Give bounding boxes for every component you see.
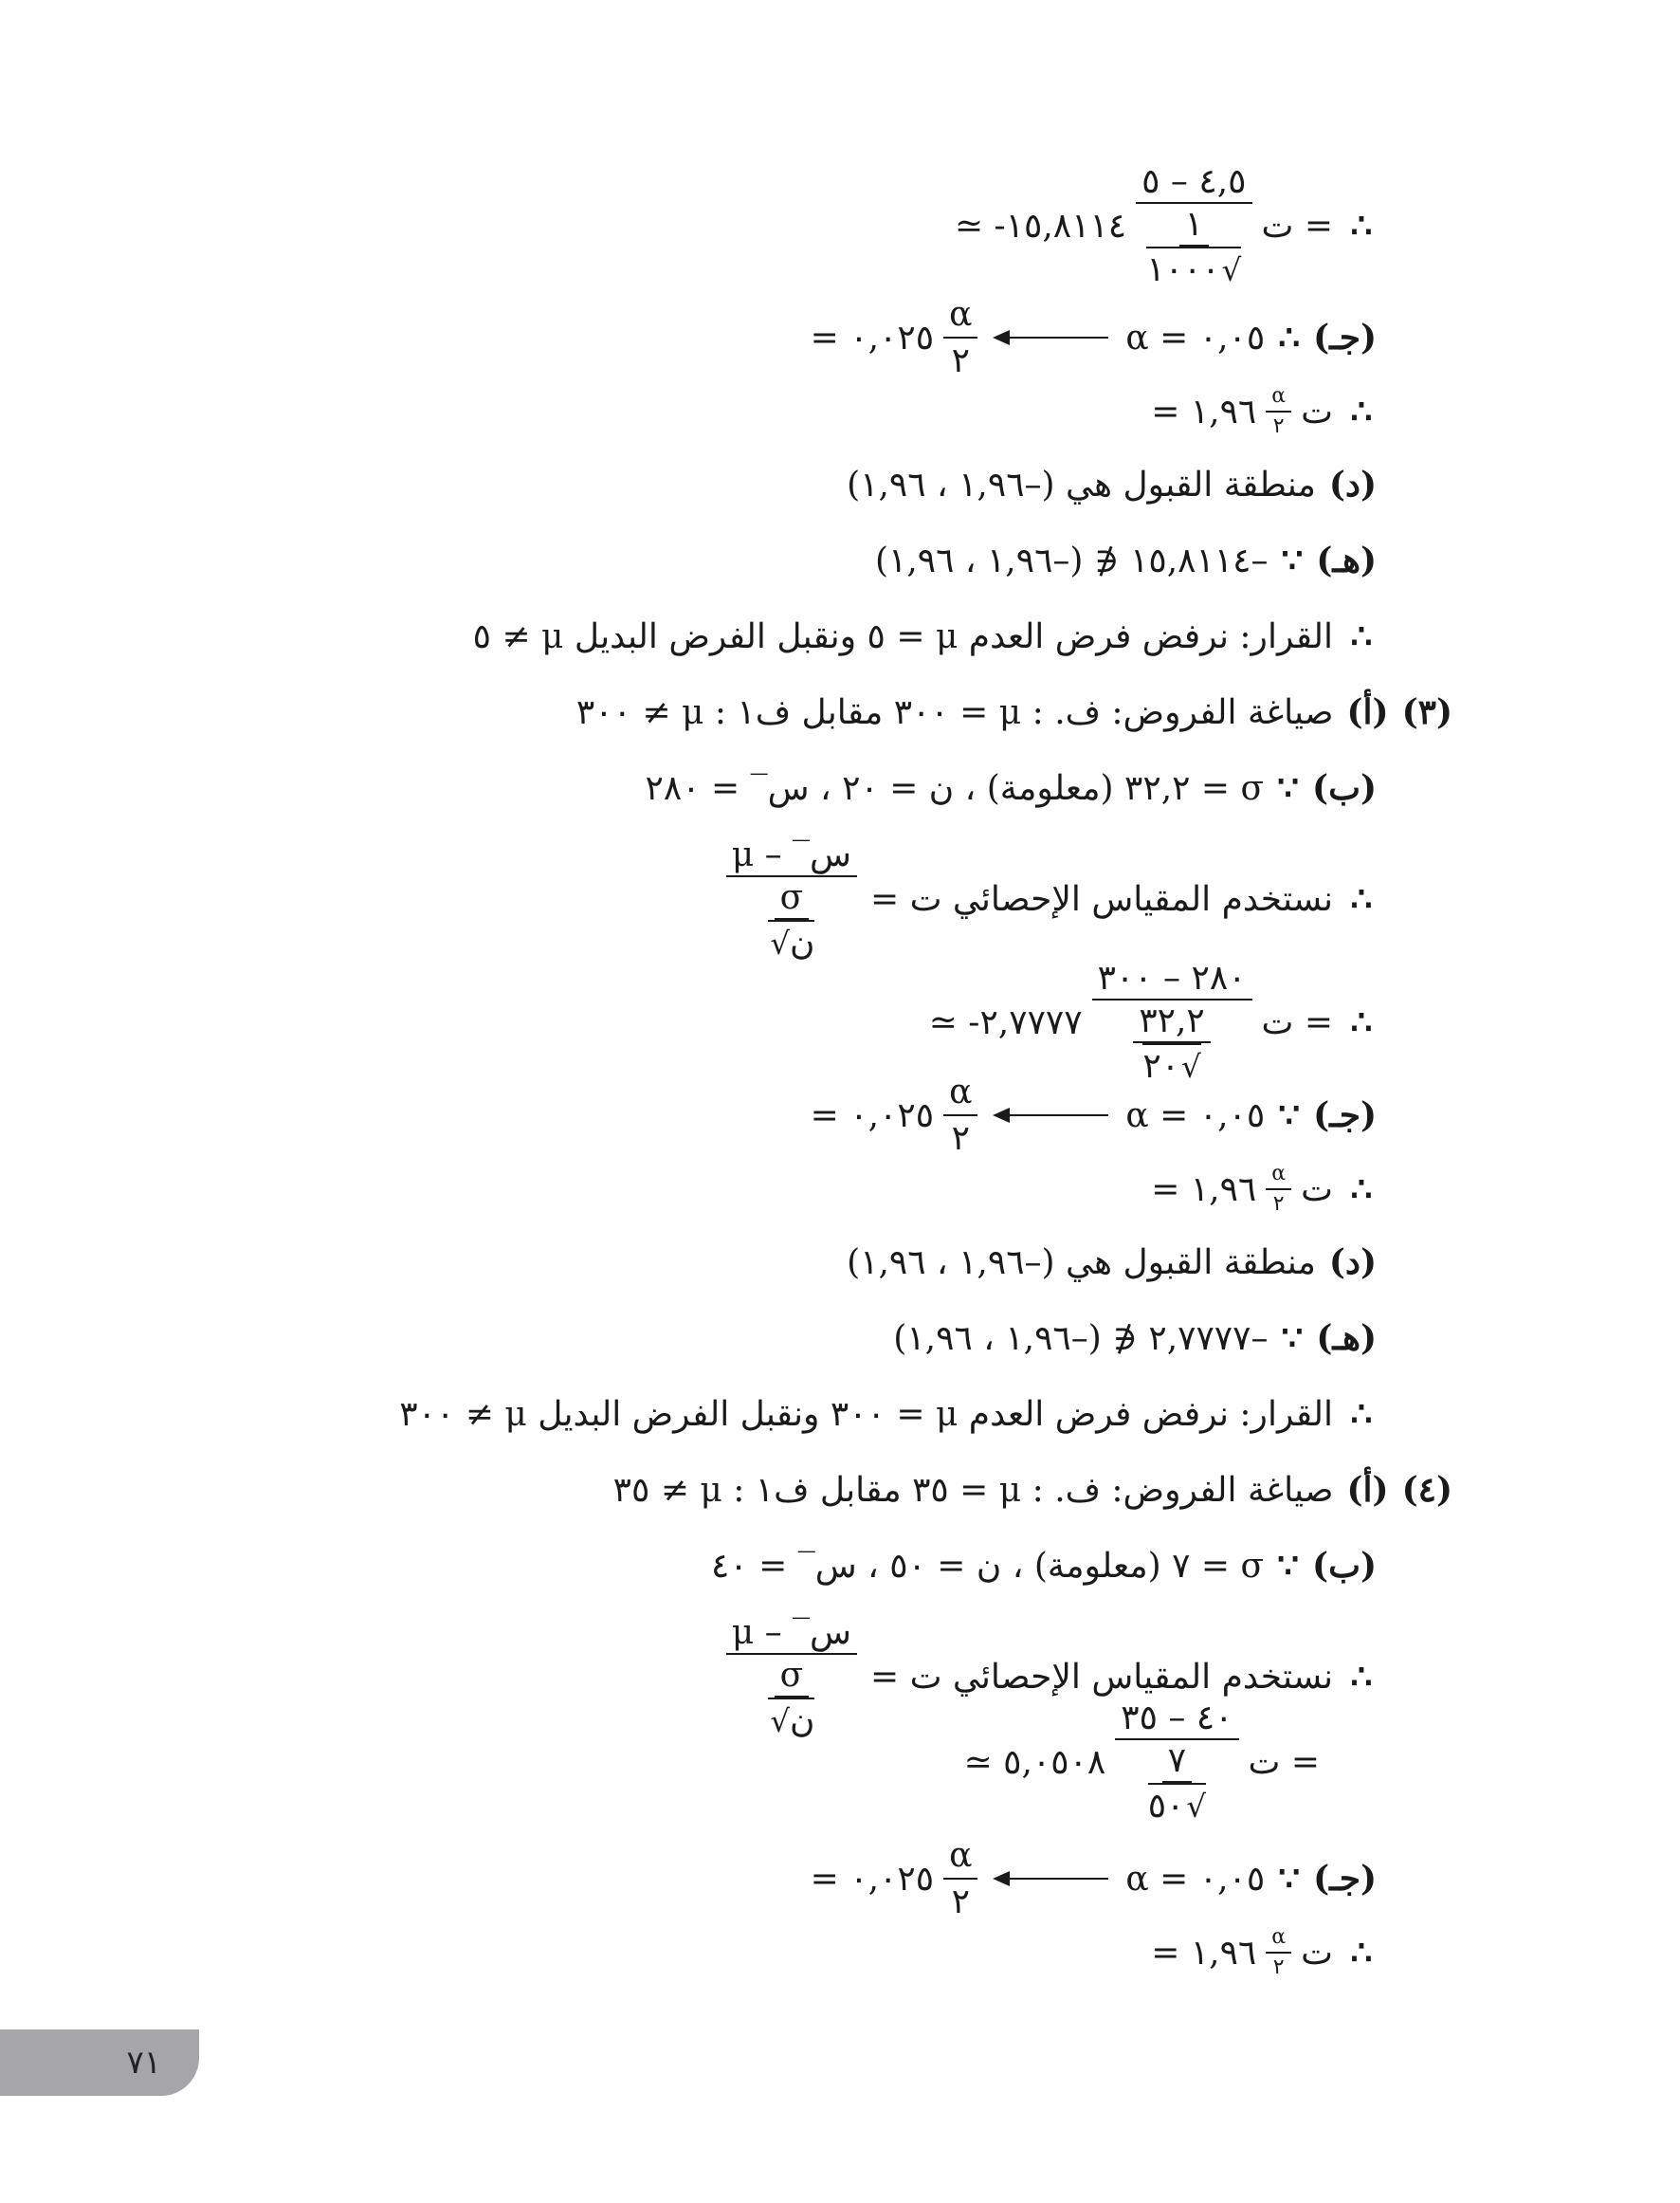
- membership-line-1: [875, 541, 1377, 581]
- arrow-icon: [995, 1878, 1108, 1880]
- fraction-middle: ١: [1179, 204, 1209, 247]
- fraction-sqrt-denominator: ٥٠ √: [1148, 1783, 1206, 1827]
- decision-line-1: [473, 616, 1377, 657]
- alpha-half-value: = ٠,٠٢٥: [810, 1095, 935, 1135]
- alpha-value: α = ٠,٠٥: [1125, 318, 1266, 358]
- alpha-value: α = ٠,٠٥: [1125, 1095, 1266, 1135]
- fraction-denominator: ٢: [1272, 1955, 1285, 1980]
- item-label-c: (جـ): [1313, 1094, 1377, 1135]
- acceptance-region-text: منطقة القبول هي (–١,٩٦ ، ١,٩٦): [847, 466, 1316, 505]
- therefore-symbol: ∴: [1350, 878, 1373, 919]
- fraction-denominator: ٢: [951, 1119, 970, 1159]
- subscript-fraction: [1266, 1162, 1291, 1218]
- because-symbol: ∵: [1281, 1318, 1304, 1358]
- hypotheses-text: صياغة الفروض: ف. : μ = ٣٠٠ مقابل ف١ : μ ≠ ٣٠٠: [575, 693, 1334, 732]
- hypotheses-line-4: [613, 1470, 1452, 1511]
- z-equation: [955, 161, 1333, 291]
- hypotheses-text: صياغة الفروض: ف. : μ = ٣٥ مقابل ف١ : μ ≠ ٣٥: [612, 1471, 1334, 1510]
- fraction-sqrt-denominator: ن √: [768, 1698, 814, 1741]
- statistic-formula-line-3: [726, 835, 1377, 964]
- given-line-4: [711, 1546, 1377, 1587]
- acceptance-region-text: منطقة القبول هي (–١,٩٦ ، ١,٩٦): [847, 1243, 1316, 1282]
- fraction-numerator: α: [1266, 1162, 1291, 1190]
- alpha-value: α = ٠,٠٥: [1125, 1859, 1266, 1899]
- alpha-line-3: [811, 1072, 1377, 1159]
- item-label-b: (ب): [1312, 1546, 1377, 1586]
- question-number-4: (٤): [1401, 1470, 1452, 1510]
- item-label-e: (هـ): [1316, 541, 1377, 580]
- fraction-denominator: ٢: [1272, 1192, 1285, 1217]
- alpha-half-value: = ٠,٠٢٥: [810, 318, 935, 358]
- alpha-half-fraction: [943, 294, 977, 381]
- fraction-numerator: α: [1266, 384, 1291, 413]
- statistic-text: نستخدم المقياس الإحصائي ت =: [869, 879, 1333, 919]
- item-label-b: (ب): [1312, 768, 1377, 808]
- z-symbol: ت: [1301, 1169, 1333, 1209]
- acceptance-region-line-3: [847, 1242, 1377, 1283]
- z-lhs: ت =: [1261, 1002, 1333, 1042]
- page-number: ٧١: [126, 2044, 161, 2082]
- because-symbol: ∵: [1277, 768, 1300, 808]
- alpha-equation: [811, 1072, 1266, 1159]
- alpha-line-1: [811, 294, 1377, 381]
- hypotheses-line-3: [576, 692, 1452, 733]
- fraction-middle: ٧: [1162, 1740, 1192, 1783]
- subscript-fraction: [1266, 1925, 1291, 1981]
- therefore-symbol: ∴: [1350, 1168, 1373, 1209]
- z-fraction: [1115, 1698, 1238, 1827]
- item-label-d: (د): [1328, 1242, 1377, 1282]
- fraction-denominator: ٢: [1272, 414, 1285, 439]
- therefore-symbol: ∴: [1350, 616, 1373, 656]
- given-line-3: [646, 768, 1377, 809]
- item-label-a: (أ): [1346, 692, 1389, 732]
- z-lhs: ت =: [1261, 206, 1333, 246]
- given-text: σ = ٧ (معلومة) ، ن = ٥٠ ، س‾ = ٤٠: [711, 1547, 1265, 1586]
- fraction-numerator: ٤,٥ – ٥: [1136, 161, 1251, 204]
- critical-value: = ١,٩٦: [1151, 392, 1257, 431]
- therefore-symbol: ∴: [1350, 205, 1373, 246]
- item-label-a: (أ): [1346, 1470, 1389, 1510]
- membership-text: –١٥,٨١١٤ ∉ (–١,٩٦ ، ١,٩٦): [874, 542, 1269, 580]
- because-symbol: ∵: [1278, 1094, 1301, 1135]
- fraction-numerator: س‾ – μ: [726, 835, 857, 877]
- therefore-symbol: ∴: [1350, 1394, 1373, 1434]
- z-formula-fraction: [726, 835, 857, 964]
- z-equation: [929, 958, 1333, 1088]
- therefore-symbol: ∴: [1350, 1656, 1373, 1697]
- fraction-numerator: α: [943, 1072, 977, 1116]
- fraction-middle: σ: [775, 1655, 810, 1698]
- arrow-icon: [995, 1114, 1108, 1116]
- decision-text: القرار: نرفض فرض العدم μ = ٣٠٠ ونقبل الفرض البديل μ ≠ ٣٠٠: [399, 1395, 1333, 1434]
- fraction-denominator: ٢: [951, 341, 970, 381]
- item-label-c: (جـ): [1313, 317, 1377, 358]
- z-result: ≃ ٥,٠٥٠٨: [963, 1742, 1106, 1782]
- fraction-numerator: α: [1266, 1925, 1291, 1954]
- item-label-d: (د): [1328, 465, 1377, 505]
- fraction-sqrt-denominator: ن √: [768, 920, 814, 964]
- z-symbol: ت: [1301, 392, 1333, 431]
- critical-equation: [1151, 1925, 1333, 1981]
- alpha-half-fraction: [943, 1072, 977, 1159]
- because-symbol: ∵: [1277, 1546, 1300, 1586]
- alpha-equation: [811, 1835, 1266, 1922]
- alpha-half-fraction: [943, 1835, 977, 1922]
- fraction-middle: σ: [775, 877, 810, 920]
- subscript-fraction: [1266, 384, 1291, 440]
- decision-text: القرار: نرفض فرض العدم μ = ٥ ونقبل الفرض البديل μ ≠ ٥: [472, 617, 1333, 656]
- membership-line-3: [893, 1318, 1377, 1359]
- question-number-3: (٣): [1401, 692, 1452, 732]
- because-symbol: ∵: [1278, 1858, 1301, 1899]
- fraction-denominator: ٢: [951, 1882, 970, 1922]
- critical-equation: [1151, 1162, 1333, 1218]
- therefore-symbol: ∴: [1350, 1932, 1373, 1973]
- critical-value-line-3: [1151, 1162, 1377, 1218]
- z-equation: [964, 1698, 1320, 1827]
- item-label-c: (جـ): [1313, 1858, 1377, 1899]
- critical-value: = ١,٩٦: [1151, 1933, 1257, 1973]
- critical-value-line-4: [1151, 1925, 1377, 1981]
- z-calculation-line-1: [955, 161, 1377, 291]
- fraction-sqrt-denominator: ١٠٠٠ √: [1146, 247, 1241, 290]
- alpha-half-value: = ٠,٠٢٥: [810, 1859, 935, 1899]
- z-lhs: ت =: [1248, 1742, 1320, 1782]
- therefore-symbol: ∴: [1278, 317, 1301, 358]
- given-text: σ = ٣٢,٢ (معلومة) ، ن = ٢٠ ، س‾ = ٢٨٠: [645, 769, 1265, 808]
- fraction-numerator: α: [943, 1835, 977, 1880]
- decision-line-3: [399, 1394, 1377, 1435]
- z-calculation-line-4: [964, 1698, 1320, 1827]
- fraction-numerator: α: [943, 294, 977, 339]
- arrow-icon: [995, 337, 1108, 339]
- z-formula-fraction: [726, 1612, 857, 1742]
- z-result: ≃ -١٥,٨١١٤: [954, 206, 1127, 246]
- z-symbol: ت: [1301, 1933, 1333, 1973]
- fraction-numerator: ٢٨٠ – ٣٠٠: [1092, 958, 1252, 1001]
- alpha-line-4: [811, 1835, 1377, 1922]
- fraction-sqrt-denominator: ٢٠ √: [1142, 1043, 1200, 1087]
- therefore-symbol: ∴: [1350, 1001, 1373, 1042]
- fraction-numerator: س‾ – μ: [726, 1612, 857, 1655]
- z-result: ≃ -٢,٧٧٧٧: [928, 1002, 1083, 1042]
- statistic-text: نستخدم المقياس الإحصائي ت =: [869, 1657, 1333, 1697]
- critical-equation: [1151, 384, 1333, 440]
- page-number-tab: [0, 2029, 199, 2096]
- item-label-e: (هـ): [1316, 1318, 1377, 1358]
- z-fraction: [1092, 958, 1252, 1088]
- membership-text: –٢,٧٧٧٧ ∉ (–١,٩٦ ، ١,٩٦): [893, 1319, 1269, 1358]
- acceptance-region-line-1: [847, 465, 1377, 505]
- alpha-equation: [811, 294, 1266, 381]
- critical-value-line-1: [1151, 384, 1377, 440]
- z-calculation-line-3: [929, 958, 1377, 1088]
- fraction-middle: ٣٢,٢: [1133, 1001, 1210, 1043]
- z-fraction: [1136, 161, 1251, 291]
- fraction-numerator: ٤٠ – ٣٥: [1115, 1698, 1238, 1740]
- because-symbol: ∵: [1281, 541, 1304, 580]
- therefore-symbol: ∴: [1350, 391, 1373, 431]
- critical-value: = ١,٩٦: [1151, 1169, 1257, 1209]
